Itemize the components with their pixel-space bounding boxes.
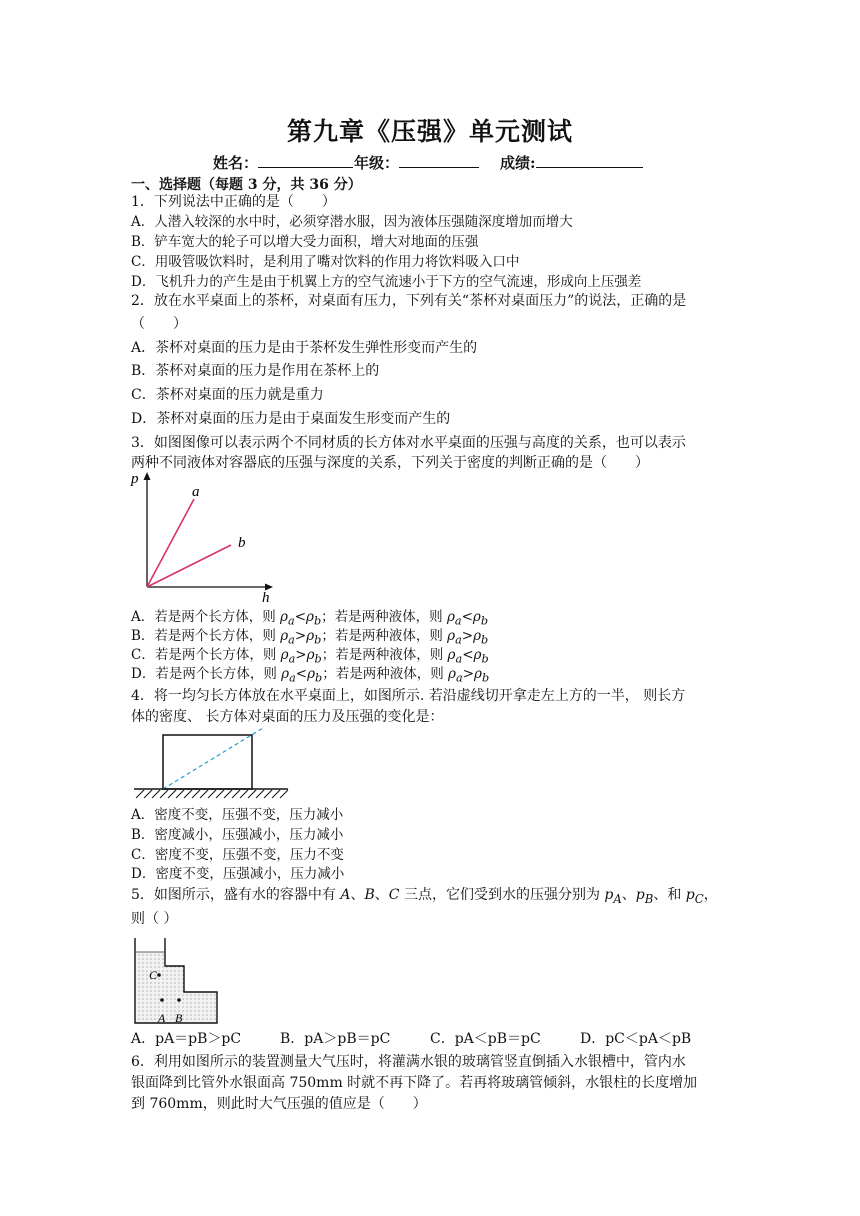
line-a <box>147 499 194 587</box>
q3-option-d: D．若是两个长方体，则 $\rho_a<\rho_b$；若是两种液体，则 $\rho_a>\rho_b$ <box>131 666 490 685</box>
x-axis-label: h <box>262 590 270 606</box>
q3-stem-cont: 两种不同液体对容器底的压强与深度的关系，下列关于密度的判断正确的是（ ） <box>131 455 649 471</box>
name-blank[interactable] <box>258 153 353 168</box>
q2-stem-cont: （ ） <box>131 316 187 332</box>
q1-option: C．用吸管吸饮料时，是利用了嘴对饮料的作用力将饮料吸入口中 <box>131 254 520 270</box>
score-label: 成绩: <box>500 154 536 172</box>
q4-option: B．密度减小，压强减小，压力减小 <box>131 827 344 843</box>
q2-option: A．茶杯对桌面的压力是由于茶杯发生弹性形变而产生的 <box>131 340 478 356</box>
q4-stem: 4．将一均匀长方体放在水平桌面上，如图所示. 若沿虚线切开拿走左上方的一半， 则长方 <box>131 688 686 704</box>
grade-label: 年级： <box>354 154 400 172</box>
cut-line <box>163 728 263 789</box>
q4-block-diagram <box>130 728 290 802</box>
q4-stem-cont: 体的密度、 长方体对桌面的压力及压强的变化是： <box>131 709 444 725</box>
q5-stem: 5．如图所示，盛有水的容器中有 A、B、C 三点，它们受到水的压强分别为 $p_A$、$p_B$、和 $p_C$， <box>131 887 718 906</box>
score-blank[interactable] <box>536 153 643 168</box>
name-label: 姓名： <box>213 154 259 172</box>
grade-field <box>354 152 479 173</box>
name-field <box>213 152 353 173</box>
q4-option: D．密度不变，压强减小，压力减小 <box>131 866 345 882</box>
q4-option: C．密度不变，压强不变，压力不变 <box>131 847 344 863</box>
q2-stem: 2．放在水平桌面上的茶杯，对桌面有压力，下列有关“茶杯对桌面压力”的说法，正确的是 <box>131 293 687 309</box>
q3-graph <box>128 468 278 606</box>
q5-option-d: D．pC＜pA＜pB <box>580 1031 692 1047</box>
q6-stem-cont: 银面降到比管外水银面高 750mm 时就不再下降了。若再将玻璃管倾斜，水银柱的长度增加 <box>131 1075 698 1091</box>
q4-option: A．密度不变，压强不变，压力减小 <box>131 807 344 823</box>
q3-option-b: B．若是两个长方体，则 $\rho_a>\rho_b$；若是两种液体，则 $\rho_a>\rho_b$ <box>131 628 489 647</box>
line-b <box>147 545 231 587</box>
point-a <box>160 998 164 1002</box>
point-b-label: B <box>175 1011 183 1025</box>
score-field <box>500 152 643 173</box>
q1-option: B．铲车宽大的轮子可以增大受力面积，增大对地面的压强 <box>131 234 479 250</box>
q5-container-diagram <box>130 938 222 1026</box>
q1-stem: 1．下列说法中正确的是（ ） <box>131 194 336 210</box>
q2-option: D．茶杯对桌面的压力是由于桌面发生形变而产生的 <box>131 411 451 427</box>
line-b-label: b <box>238 535 246 551</box>
q5-option-c: C．pA＜pB＝pC <box>430 1031 541 1047</box>
y-axis-label: p <box>131 471 139 487</box>
q1-option: A．人潜入较深的水中时，必须穿潜水服，因为液体压强随深度增加而增大 <box>131 214 573 230</box>
q3-option-a: A．若是两个长方体，则 $\rho_a<\rho_b$；若是两种液体，则 $\rho_a<\rho_b$ <box>131 609 489 628</box>
q3-option-c: C．若是两个长方体，则 $\rho_a>\rho_b$；若是两种液体，则 $\rho_a<\rho_b$ <box>131 647 489 666</box>
q5-option-b: B．pA＞pB＝pC <box>280 1031 391 1047</box>
section-heading: 一、选择题（每题 3 分，共 36 分） <box>131 177 362 193</box>
q1-option: D．飞机升力的产生是由于机翼上方的空气流速小于下方的空气流速，形成向上压强差 <box>131 274 642 290</box>
q2-option: C．茶杯对桌面的压力就是重力 <box>131 387 324 403</box>
grade-blank[interactable] <box>399 153 479 168</box>
point-c-label: C <box>149 968 158 982</box>
q2-option: B．茶杯对桌面的压力是作用在茶杯上的 <box>131 363 380 379</box>
point-b <box>177 998 181 1002</box>
line-a-label: a <box>192 484 200 500</box>
y-axis-arrow <box>144 472 151 480</box>
q6-stem: 6．利用如图所示的装置测量大气压时，将灌满水银的玻璃管竖直倒插入水银槽中，管内水 <box>131 1054 686 1070</box>
q5-option-a: A．pA＝pB＞pC <box>131 1031 242 1047</box>
hatching <box>136 790 288 798</box>
point-c <box>157 973 161 977</box>
q6-stem-cont: 到 760mm，则此时大气压强的值应是（ ） <box>131 1096 427 1112</box>
q3-stem: 3．如图图像可以表示两个不同材质的长方体对水平桌面的压强与高度的关系，也可以表示 <box>131 435 686 451</box>
point-a-label: A <box>158 1011 166 1025</box>
page-title: 第九章《压强》单元测试 <box>286 117 573 146</box>
q5-stem-cont: 则（ ） <box>131 911 178 927</box>
